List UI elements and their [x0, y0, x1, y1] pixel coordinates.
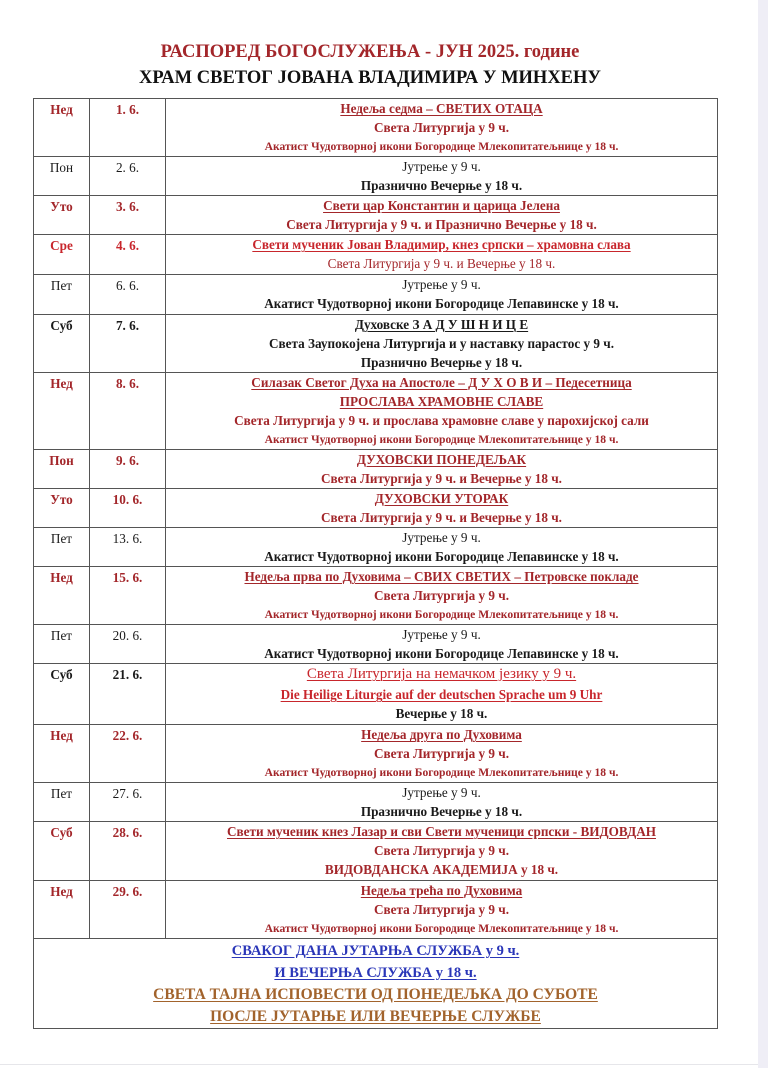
- table-row: [34, 99, 718, 157]
- service-line: Јутрење у 9 ч.: [402, 159, 481, 174]
- table-row: [34, 783, 718, 822]
- table-row: [34, 528, 718, 567]
- service-line: Акатист Чудотворној икони Богородице Млекопитатељнице у 18 ч.: [264, 608, 619, 621]
- date-cell: 2. 6.: [90, 157, 166, 196]
- service-line: Акатист Чудотворној икони Богородице Млекопитатељнице у 18 ч.: [264, 766, 619, 779]
- events-cell: [166, 528, 718, 567]
- table-row: [34, 725, 718, 783]
- day-cell: Пет: [34, 625, 90, 664]
- service-line: ВИДОВДАНСКА АКАДЕМИЈА у 18 ч.: [324, 862, 559, 877]
- page-bottom-edge: [0, 1064, 758, 1065]
- date-cell: 8. 6.: [90, 373, 166, 450]
- day-cell: Пон: [34, 157, 90, 196]
- table-row: [34, 373, 718, 450]
- date-cell: 21. 6.: [90, 664, 166, 725]
- feast-title: Света Литургија на немачком језику у 9 ч.: [306, 666, 577, 682]
- service-line: Јутрење у 9 ч.: [402, 785, 481, 800]
- service-line: Света Литургија у 9 ч.: [373, 746, 510, 761]
- service-line: Јутрење у 9 ч.: [402, 627, 481, 642]
- church-name: ХРАМ СВЕТОГ ЈОВАНА ВЛАДИМИРА У МИНХЕНУ: [139, 68, 601, 88]
- table-row: [34, 235, 718, 275]
- schedule-table: [33, 98, 718, 1029]
- table-row: [34, 881, 718, 939]
- service-line: Света Литургија у 9 ч. и Празнично Вечерње у 18 ч.: [286, 217, 597, 232]
- date-cell: 13. 6.: [90, 528, 166, 567]
- table-row: [34, 275, 718, 315]
- date-cell: 10. 6.: [90, 489, 166, 528]
- feast-title: Недеља седма – СВЕТИХ ОТАЦА: [340, 101, 543, 116]
- day-cell: Уто: [34, 196, 90, 235]
- day-cell: Пон: [34, 450, 90, 489]
- events-cell: [166, 196, 718, 235]
- events-cell: [166, 99, 718, 157]
- confession-time: ПОСЛЕ ЈУТАРЊЕ ИЛИ ВЕЧЕРЊЕ СЛУЖБЕ: [210, 1008, 541, 1025]
- table-row: [34, 625, 718, 664]
- service-line: Света Заупокојена Литургија и у наставку парастос у 9 ч.: [269, 336, 614, 351]
- date-cell: 7. 6.: [90, 315, 166, 373]
- events-cell: [166, 664, 718, 725]
- table-row: [34, 567, 718, 625]
- feast-title: ДУХОВСКИ ПОНЕДЕЉАК: [356, 452, 527, 467]
- service-line: Света Литургија у 9 ч. и Вечерње у 18 ч.: [321, 471, 562, 486]
- events-cell: [166, 822, 718, 881]
- day-cell: Суб: [34, 664, 90, 725]
- day-cell: Уто: [34, 489, 90, 528]
- date-cell: 9. 6.: [90, 450, 166, 489]
- feast-title: Свети мученик Јован Владимир, кнез српски – храмовна слава: [252, 237, 631, 252]
- service-line: Света Литургија у 9 ч.: [373, 843, 510, 858]
- table-row: [34, 315, 718, 373]
- service-line: Акатист Чудотворној икони Богородице Лепавинске у 18 ч.: [264, 549, 619, 564]
- daily-evening-service: И ВЕЧЕРЊА СЛУЖБА у 18 ч.: [274, 964, 477, 981]
- events-cell: [166, 450, 718, 489]
- feast-title: Свети мученик кнез Лазар и сви Свети мученици српски - ВИДОВДАН: [227, 824, 656, 839]
- events-cell: [166, 373, 718, 450]
- daily-morning-service: СВАКОГ ДАНА ЈУТАРЊА СЛУЖБА у 9 ч.: [231, 943, 520, 959]
- footer-row: [34, 939, 718, 1029]
- date-cell: 22. 6.: [90, 725, 166, 783]
- service-line: Јутрење у 9 ч.: [402, 277, 481, 292]
- events-cell: [166, 275, 718, 315]
- events-cell: [166, 881, 718, 939]
- service-line: Празнично Вечерње у 18 ч.: [360, 178, 523, 193]
- feast-title: Силазак Светог Духа на Апостоле – Д У Х О В И – Педесетница: [251, 375, 632, 390]
- feast-subtitle: ПРОСЛАВА ХРАМОВНЕ СЛАВЕ: [339, 394, 544, 409]
- date-cell: 3. 6.: [90, 196, 166, 235]
- events-cell: [166, 157, 718, 196]
- events-cell: [166, 783, 718, 822]
- table-row: [34, 822, 718, 881]
- day-cell: Нед: [34, 567, 90, 625]
- service-line: Празнично Вечерње у 18 ч.: [360, 355, 523, 370]
- date-cell: 4. 6.: [90, 235, 166, 275]
- service-line: Света Литургија у 9 ч.: [373, 120, 510, 135]
- date-cell: 1. 6.: [90, 99, 166, 157]
- service-line: Акатист Чудотворној икони Богородице Млекопитатељнице у 18 ч.: [264, 140, 619, 153]
- day-cell: Нед: [34, 881, 90, 939]
- day-cell: Нед: [34, 99, 90, 157]
- service-line: Света Литургија у 9 ч.: [373, 588, 510, 603]
- table-row: [34, 489, 718, 528]
- date-cell: 15. 6.: [90, 567, 166, 625]
- feast-title: Духовске З А Д У Ш Н И Ц Е: [354, 317, 529, 332]
- day-cell: Пет: [34, 275, 90, 315]
- service-line: Акатист Чудотворној икони Богородице Млекопитатељнице у 18 ч.: [264, 922, 619, 935]
- events-cell: [166, 567, 718, 625]
- viewer-side-strip: [758, 0, 768, 1068]
- day-cell: Суб: [34, 315, 90, 373]
- service-line: Празнично Вечерње у 18 ч.: [360, 804, 523, 819]
- feast-title: ДУХОВСКИ УТОРАК: [374, 491, 509, 506]
- day-cell: Пет: [34, 528, 90, 567]
- table-row: [34, 664, 718, 725]
- date-cell: 29. 6.: [90, 881, 166, 939]
- date-cell: 27. 6.: [90, 783, 166, 822]
- table-row: [34, 450, 718, 489]
- service-line: Јутрење у 9 ч.: [402, 530, 481, 545]
- feast-title-german: Die Heilige Liturgie auf der deutschen Sprache um 9 Uhr: [280, 687, 603, 702]
- confession-notice: СВЕТА ТАЈНА ИСПОВЕСТИ ОД ПОНЕДЕЉКА ДО СУБОТЕ: [153, 986, 598, 1003]
- table-row: [34, 196, 718, 235]
- feast-title: Недеља трећа по Духовима: [360, 883, 523, 898]
- feast-title: Свети цар Константин и царица Јелена: [323, 198, 560, 213]
- footer-cell: [34, 939, 718, 1029]
- day-cell: Суб: [34, 822, 90, 881]
- day-cell: Нед: [34, 725, 90, 783]
- service-line: Вечерње у 18 ч.: [395, 706, 488, 721]
- day-cell: Нед: [34, 373, 90, 450]
- events-cell: [166, 235, 718, 275]
- feast-title: Недеља прва по Духовима – СВИХ СВЕТИХ – Петровске покладе: [244, 569, 639, 584]
- feast-title: Недеља друга по Духовима: [361, 727, 522, 742]
- table-row: [34, 157, 718, 196]
- service-line: Акатист Чудотворној икони Богородице Млекопитатељнице у 18 ч.: [264, 433, 619, 446]
- service-line: Света Литургија у 9 ч. и Вечерње у 18 ч.: [321, 510, 562, 525]
- service-line: Света Литургија у 9 ч.: [373, 902, 510, 917]
- day-cell: Пет: [34, 783, 90, 822]
- service-line: Света Литургија у 9 ч. и прослава храмовне славе у парохијској сали: [234, 413, 649, 428]
- events-cell: [166, 315, 718, 373]
- day-cell: Сре: [34, 235, 90, 275]
- service-line: Акатист Чудотворној икони Богородице Лепавинске у 18 ч.: [264, 296, 619, 311]
- date-cell: 20. 6.: [90, 625, 166, 664]
- service-line: Света Литургија у 9 ч. и Вечерње у 18 ч.: [327, 256, 556, 271]
- events-cell: [166, 725, 718, 783]
- events-cell: [166, 625, 718, 664]
- service-line: Акатист Чудотворној икони Богородице Лепавинске у 18 ч.: [264, 646, 619, 661]
- date-cell: 6. 6.: [90, 275, 166, 315]
- events-cell: [166, 489, 718, 528]
- schedule-title: РАСПОРЕД БОГОСЛУЖЕЊА - ЈУН 2025. године: [160, 42, 580, 62]
- date-cell: 28. 6.: [90, 822, 166, 881]
